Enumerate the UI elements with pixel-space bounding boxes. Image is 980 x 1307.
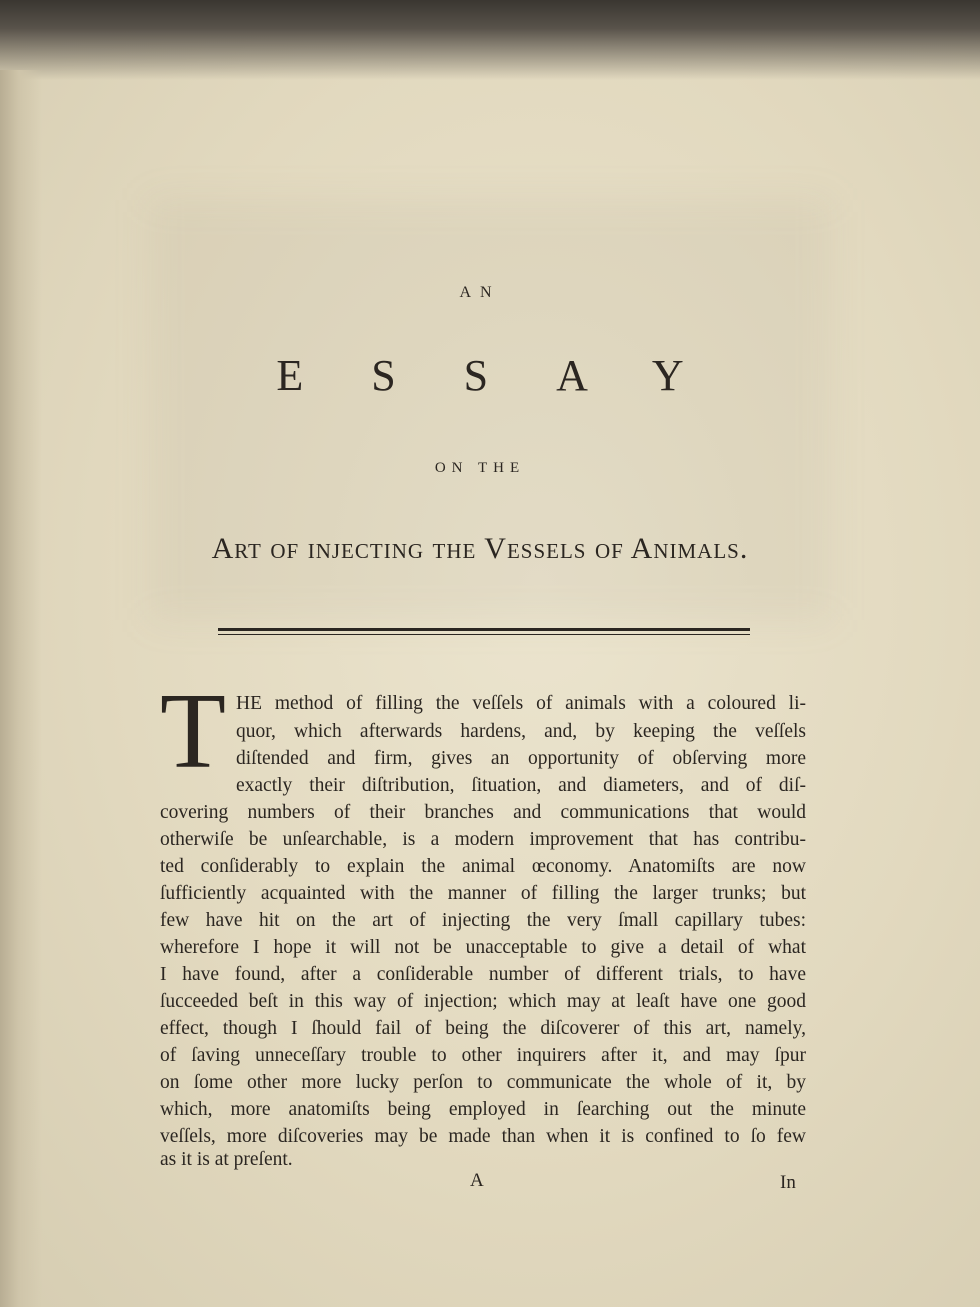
body-line: exactly their diſtribution, ſituation, and diameters, and of diſ- [236, 775, 806, 796]
body-line: quor, which afterwards hardens, and, by keeping the veſſels [236, 721, 806, 742]
body-line: ſucceeded beſt in this way of injection; which may at leaſt have one good [160, 991, 806, 1012]
page-top-shadow [0, 0, 980, 80]
drop-cap: T [160, 672, 226, 791]
heading-essay: ESSAY [276, 351, 752, 400]
body-line-last: as it is at preſent. [160, 1149, 293, 1170]
body-line: ted conſiderably to explain the animal œconomy. Anatomiſts are now [160, 856, 806, 877]
heading-an: AN [459, 284, 501, 301]
body-line: I have found, after a conſiderable number of different trials, to have [160, 964, 806, 985]
double-rule-thin [218, 634, 750, 635]
body-line: veſſels, more diſcoveries may be made than when it is confined to ſo few [160, 1126, 806, 1147]
body-line: effect, though I ſhould fail of being the diſcoverer of this art, namely, [160, 1018, 806, 1039]
body-line: otherwiſe be unſearchable, is a modern improvement that has contribu- [160, 829, 806, 850]
body-line: covering numbers of their branches and communications that would [160, 802, 806, 823]
body-line: of ſaving unneceſſary trouble to other inquirers after it, and may ſpur [160, 1045, 806, 1066]
catchword: In [780, 1172, 796, 1193]
body-line: HE method of filling the veſſels of animals with a coloured li- [236, 693, 806, 714]
double-rule-thick [218, 628, 750, 631]
body-line: wherefore I hope it will not be unacceptable to give a detail of what [160, 937, 806, 958]
signature-mark: A [470, 1170, 484, 1191]
body-line: few have hit on the art of injecting the very ſmall capillary tubes: [160, 910, 806, 931]
heading-on-the: ON THE [434, 460, 526, 476]
body-line: on ſome other more lucky perſon to communicate the whole of it, by [160, 1072, 806, 1093]
body-line: ſufficiently acquainted with the manner of filling the larger trunks; but [160, 883, 806, 904]
body-line: diſtended and firm, gives an opportunity of obſerving more [236, 748, 806, 769]
heading-title: Art of injecting the Vessels of Animals. [211, 532, 749, 565]
body-line: which, more anatomiſts being employed in ſearching out the minute [160, 1099, 806, 1120]
page-gutter [0, 70, 42, 1307]
